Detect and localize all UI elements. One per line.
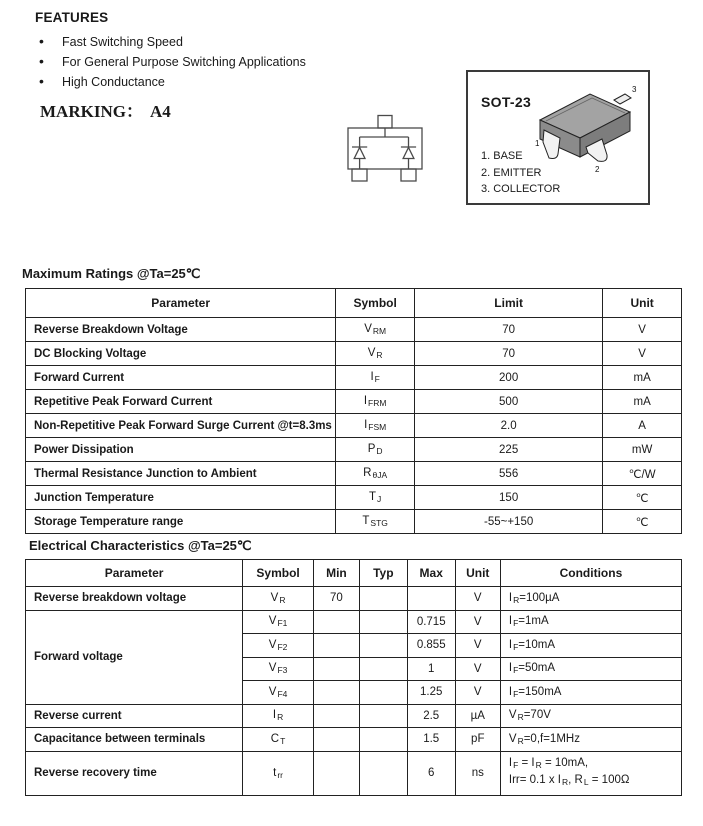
symbol-subscript: FRM — [368, 398, 387, 408]
symbol-cell — [336, 486, 415, 510]
symbol-base: V — [268, 638, 277, 651]
unit-cell: mA — [603, 390, 682, 414]
symbol-cell — [243, 610, 314, 634]
unit-cell: mA — [603, 366, 682, 390]
parameter-cell: Junction Temperature — [26, 486, 336, 510]
symbol-base: V — [268, 685, 277, 698]
limit-cell: 556 — [415, 462, 603, 486]
parameter-cell: Reverse breakdown voltage — [26, 587, 243, 611]
cond-subscript: F — [513, 760, 519, 770]
parameter-cell: Forward Current — [26, 366, 336, 390]
max-cell: 2.5 — [407, 704, 455, 728]
unit-cell: ℃ — [603, 510, 682, 534]
symbol-base: P — [367, 443, 376, 455]
table-row — [26, 486, 682, 510]
max-ratings-title: Maximum Ratings @Ta=25℃ — [22, 266, 201, 281]
symbol-subscript: STG — [370, 518, 388, 528]
symbol-cell — [243, 634, 314, 658]
max-cell: 1.25 — [407, 681, 455, 705]
conditions-cell — [500, 728, 681, 752]
schematic-left-lead — [352, 169, 367, 181]
feature-item: • High Conductance — [35, 75, 306, 90]
col-header-limit: Limit — [415, 289, 603, 318]
symbol-base: T — [362, 515, 370, 527]
typ-cell — [359, 657, 407, 681]
cond-subscript: R — [561, 777, 569, 787]
conditions-cell — [500, 657, 681, 681]
symbol-subscript: F1 — [277, 618, 288, 629]
cond-text: =70V — [523, 709, 551, 722]
symbol-base: I — [272, 709, 277, 722]
pin-item: 2. EMITTER — [481, 166, 542, 179]
lead3-number: 3 — [632, 85, 637, 94]
features-list — [35, 35, 306, 90]
cond-text: I — [508, 615, 513, 628]
diode-left-icon — [352, 147, 367, 169]
symbol-subscript: RM — [372, 326, 387, 336]
limit-cell: 70 — [415, 318, 603, 342]
typ-cell — [359, 728, 407, 752]
condition-line — [509, 773, 681, 790]
limit-cell: -55~+150 — [415, 510, 603, 534]
symbol-subscript: F — [374, 374, 380, 384]
min-cell — [313, 681, 359, 705]
schematic-top-lead — [378, 116, 392, 129]
marking-line — [40, 97, 171, 122]
table-row — [26, 728, 682, 752]
diode-right-icon — [401, 147, 416, 169]
table-row — [26, 751, 682, 795]
cond-text: I — [508, 685, 513, 698]
table-row — [26, 704, 682, 728]
symbol-subscript: F4 — [277, 688, 288, 699]
unit-cell: V — [455, 657, 500, 681]
cond-subscript: F — [513, 688, 519, 699]
cond-text: V — [508, 732, 517, 745]
unit-cell: V — [455, 587, 500, 611]
max-cell: 1 — [407, 657, 455, 681]
symbol-base: V — [270, 591, 279, 604]
cond-text: = 10mA, — [541, 757, 589, 769]
conditions-cell — [500, 587, 681, 611]
symbol-cell — [336, 462, 415, 486]
col-header-symbol: Symbol — [336, 289, 415, 318]
schematic-right-lead — [401, 169, 416, 181]
pin-item: 1. BASE — [481, 150, 523, 162]
table-row — [26, 462, 682, 486]
col-header-unit: Unit — [603, 289, 682, 318]
pin-function-list — [481, 148, 560, 198]
symbol-cell — [336, 414, 415, 438]
symbol-subscript: θJA — [372, 470, 388, 480]
unit-cell: pF — [455, 728, 500, 752]
cond-text: = I — [518, 757, 535, 769]
cond-text: =0,f=1MHz — [523, 732, 580, 745]
min-cell — [313, 657, 359, 681]
parameter-cell: Reverse current — [26, 704, 243, 728]
cond-subscript: F — [513, 665, 519, 676]
col-header-max: Max — [407, 560, 455, 587]
symbol-base: V — [268, 662, 277, 675]
symbol-base: C — [270, 732, 280, 745]
max-cell: 0.855 — [407, 634, 455, 658]
feature-item: • For General Purpose Switching Applications — [35, 55, 306, 70]
cond-text: = 100Ω — [588, 774, 630, 786]
symbol-cell — [336, 366, 415, 390]
conditions-cell — [500, 634, 681, 658]
symbol-base: I — [364, 419, 368, 431]
cond-text: V — [508, 709, 517, 722]
cond-subscript: L — [583, 777, 589, 787]
unit-cell: mW — [603, 438, 682, 462]
typ-cell — [359, 610, 407, 634]
symbol-subscript: J — [377, 494, 382, 504]
cond-text: I — [508, 662, 513, 675]
table-row — [26, 438, 682, 462]
parameter-cell: Forward voltage — [26, 610, 243, 704]
symbol-cell — [243, 728, 314, 752]
max-cell: 1.5 — [407, 728, 455, 752]
conditions-cell — [500, 681, 681, 705]
max-ratings-table — [25, 288, 682, 534]
cond-text: I — [508, 638, 513, 651]
cond-text: I — [508, 591, 513, 604]
typ-cell — [359, 751, 407, 795]
table-row — [26, 414, 682, 438]
table-row — [26, 587, 682, 611]
symbol-subscript: R — [279, 594, 286, 605]
unit-cell: ℃ — [603, 486, 682, 510]
parameter-cell: Non-Repetitive Peak Forward Surge Current @t=8.3ms — [26, 414, 336, 438]
symbol-cell — [336, 342, 415, 366]
typ-cell — [359, 634, 407, 658]
conditions-cell — [500, 704, 681, 728]
max-cell: 6 — [407, 751, 455, 795]
table-header-row — [26, 289, 682, 318]
unit-cell: V — [603, 318, 682, 342]
symbol-subscript: F3 — [277, 665, 288, 676]
parameter-cell: Storage Temperature range — [26, 510, 336, 534]
dual-diode-schematic — [344, 111, 430, 185]
electrical-characteristics-table — [25, 559, 682, 796]
cond-text: =50mA — [518, 662, 556, 675]
symbol-subscript: R — [376, 350, 383, 360]
col-header-unit: Unit — [455, 560, 500, 587]
col-header-typ: Typ — [359, 560, 407, 587]
features-section — [35, 10, 306, 95]
table-header-row — [26, 560, 682, 587]
symbol-cell — [336, 510, 415, 534]
unit-cell: V — [603, 342, 682, 366]
pin-item: 3. COLLECTOR — [481, 183, 561, 195]
min-cell — [313, 634, 359, 658]
package-lead3 — [614, 94, 631, 104]
symbol-cell — [243, 587, 314, 611]
symbol-subscript: D — [376, 446, 383, 456]
limit-cell: 2.0 — [415, 414, 603, 438]
condition-line — [509, 756, 681, 773]
limit-cell: 225 — [415, 438, 603, 462]
cond-subscript: R — [513, 594, 520, 605]
symbol-base: V — [367, 347, 376, 359]
col-header-conditions: Conditions — [500, 560, 681, 587]
symbol-base: V — [364, 323, 372, 335]
typ-cell — [359, 587, 407, 611]
min-cell: 70 — [313, 587, 359, 611]
cond-text: I — [508, 757, 513, 769]
min-cell — [313, 704, 359, 728]
symbol-base: I — [370, 371, 374, 383]
symbol-base: I — [363, 395, 368, 407]
lead1-number: 1 — [535, 139, 540, 148]
cond-text: =150mA — [518, 685, 562, 698]
unit-cell: V — [455, 634, 500, 658]
cond-text: Irr= 0.1 x I — [508, 774, 561, 786]
limit-cell: 150 — [415, 486, 603, 510]
cond-text: =10mA — [518, 638, 556, 651]
unit-cell: A — [603, 414, 682, 438]
parameter-cell: Repetitive Peak Forward Current — [26, 390, 336, 414]
cond-subscript: R — [517, 712, 524, 723]
parameter-cell: Capacitance between terminals — [26, 728, 243, 752]
symbol-cell — [336, 390, 415, 414]
symbol-base: t — [273, 766, 277, 779]
table-row — [26, 390, 682, 414]
table-row — [26, 318, 682, 342]
max-cell — [407, 587, 455, 611]
conditions-cell — [500, 751, 681, 795]
symbol-base: V — [268, 615, 277, 628]
symbol-subscript: T — [280, 735, 286, 746]
parameter-cell: DC Blocking Voltage — [26, 342, 336, 366]
cond-subscript: F — [513, 641, 519, 652]
symbol-subscript: F2 — [277, 641, 288, 652]
min-cell — [313, 728, 359, 752]
min-cell — [313, 751, 359, 795]
cond-text: , R — [568, 774, 583, 786]
col-header-parameter: Parameter — [26, 289, 336, 318]
table-row — [26, 610, 682, 634]
col-header-min: Min — [313, 560, 359, 587]
symbol-cell — [336, 318, 415, 342]
table-row — [26, 510, 682, 534]
symbol-cell — [243, 657, 314, 681]
conditions-cell — [500, 610, 681, 634]
symbol-base: T — [369, 491, 377, 503]
package-name: SOT-23 — [481, 94, 532, 110]
max-cell: 0.715 — [407, 610, 455, 634]
symbol-base: R — [363, 467, 372, 479]
unit-cell: µA — [455, 704, 500, 728]
limit-cell: 200 — [415, 366, 603, 390]
limit-cell: 500 — [415, 390, 603, 414]
parameter-cell: Reverse recovery time — [26, 751, 243, 795]
electrical-title: Electrical Characteristics @Ta=25℃ — [29, 538, 252, 553]
typ-cell — [359, 681, 407, 705]
symbol-cell — [243, 681, 314, 705]
symbol-cell — [336, 438, 415, 462]
symbol-subscript: FSM — [368, 422, 387, 432]
symbol-cell — [243, 751, 314, 795]
table-row — [26, 342, 682, 366]
unit-cell: ns — [455, 751, 500, 795]
limit-cell: 70 — [415, 342, 603, 366]
parameter-cell: Power Dissipation — [26, 438, 336, 462]
lead2-number: 2 — [595, 165, 600, 174]
parameter-cell: Reverse Breakdown Voltage — [26, 318, 336, 342]
cond-text: =100µA — [519, 591, 560, 604]
marking-code: A4 — [149, 102, 171, 121]
col-header-symbol: Symbol — [243, 560, 314, 587]
parameter-cell: Thermal Resistance Junction to Ambient — [26, 462, 336, 486]
schematic-common-net — [360, 128, 409, 147]
symbol-cell — [243, 704, 314, 728]
package-outline-box — [466, 70, 650, 205]
unit-cell: V — [455, 681, 500, 705]
unit-cell: ℃/W — [603, 462, 682, 486]
cond-subscript: F — [513, 618, 519, 629]
features-heading: FEATURES — [35, 10, 109, 25]
feature-item: • Fast Switching Speed — [35, 35, 306, 50]
min-cell — [313, 610, 359, 634]
cond-subscript: R — [517, 735, 524, 746]
marking-label: MARKING： — [40, 102, 143, 121]
symbol-subscript: rr — [277, 769, 283, 780]
table-row — [26, 366, 682, 390]
unit-cell: V — [455, 610, 500, 634]
cond-text: =1mA — [518, 615, 549, 628]
col-header-parameter: Parameter — [26, 560, 243, 587]
typ-cell — [359, 704, 407, 728]
symbol-subscript: R — [277, 712, 284, 723]
cond-subscript: R — [535, 760, 542, 770]
